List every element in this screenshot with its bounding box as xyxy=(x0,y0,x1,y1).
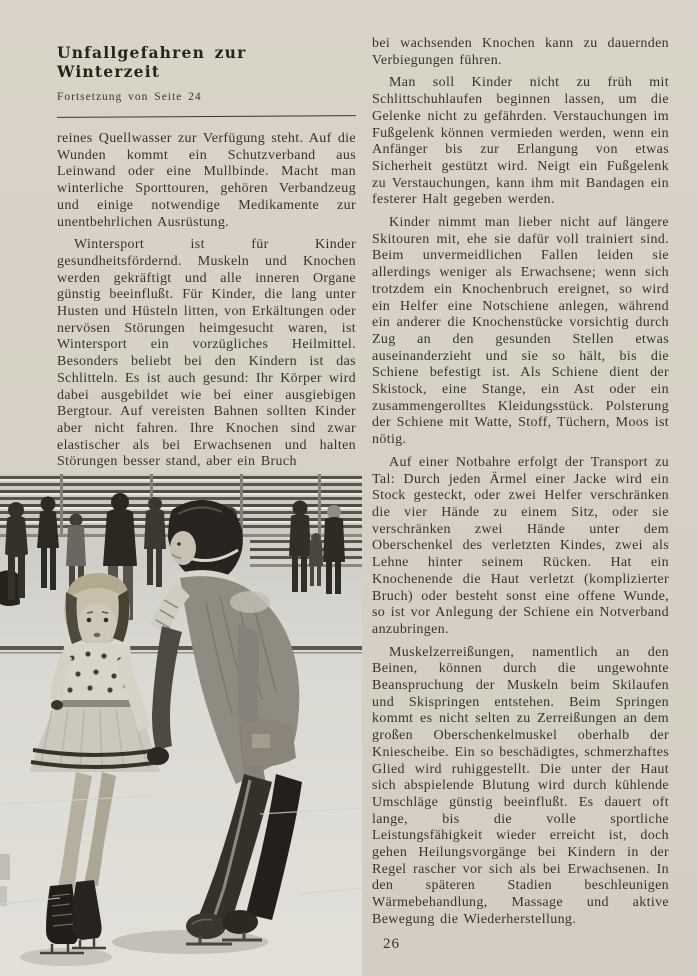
article-subtitle: Fortsetzung von Seite 24 xyxy=(57,91,202,103)
header-rule xyxy=(57,115,356,118)
page-number: 26 xyxy=(383,936,400,952)
ice-skating-photo xyxy=(0,474,362,976)
left-column xyxy=(57,43,356,477)
body-paragraph: Auf einer Notbahre erfolgt der Transport zu Tal: Durch jeden Ärmel einer Jacke wird ein Stock gesteckt, oder zwei Helfer verschränken die vier Hände zu einem Sitz, oder sie verschränken zwei Hände unter dem Oberschenkel des verletzten Kindes, zwei als Lehne hinter seinem Rücken. Hat ein Knochenende die Haut verletzt (komplizierter Bruch) oder besteht sonst eine offene Wunde, so ist vor Anlegung der Schiene ein Notverband anzubringen. xyxy=(372,454,669,637)
article-title: Unfallgefahren zur Winterzeit xyxy=(57,43,247,81)
article-header xyxy=(57,43,356,117)
ice-skating-photo-graphic xyxy=(0,474,362,976)
body-paragraph: bei wachsenden Knochen kann zu dauernden Verbiegungen führen. xyxy=(372,36,669,68)
rink-railing xyxy=(0,646,362,650)
body-paragraph: Kinder nimmt man lieber nicht auf längere Skitouren mit, ehe sie dafür voll trainiert sind. Beim unvermeidlichen Fallen leiden sie allerdings weniger als Erwachsene; wenn sich trotzdem ein Knochenbruch ereignet, so wird ein Helfer eine Notschiene anlegen, während ein anderer die Knochenstücke vorsichtig durch Zug an den gesunden Stellen etwas auseinanderzieht und sie so hält, bis die Schiene befestigt ist. Als Schiene dient der Skistock, eine Stange, ein Ast oder ein zusammengerolltes Kleidungsstück. Polsterung der Schiene mit Watte, Stoff, Tüchern, Moos ist nötig. xyxy=(372,215,669,448)
body-paragraph: Muskelzerreißungen, namentlich an den Beinen, können durch die ungewohnte Beanspruchung der Muskeln beim Skilaufen und Skispringen entstehen. Beim Springen kommt es nicht selten zu Zerreißungen an dem großen Oberschenkelmuskel oberhalb der Kniescheibe. Ein so beschädigtes, schmerzhaftes Glied wird ruhiggestellt. Die unter der Haut sich abspielende Blutung wird durch kühlende Umschläge günstig beeinflußt. Es dauert oft lange, bis die volle sportliche Leistungsfähigkeit wieder erreicht ist, doch gehen Heilungsvorgänge bei Kindern in der Regel rascher vor sich als bei Erwachsenen. In den späteren Stadien beschleunigen Wärmebehandlung, Massage und aktive Bewegung die Wiederherstellung. xyxy=(372,644,669,927)
body-paragraph: Wintersport ist für Kinder gesundheitsfördernd. Muskeln und Knochen werden gekräftigt und alle inneren Organe günstig beeinflußt. Für Kinder, die lang unter Husten und Hüsteln litten, von Erkältungen oder nervösen Störungen heimgesucht waren, ist Wintersport ein vorzügliches Heilmittel. Besonders beliebt bei den Kindern ist das Schlitteln. Es ist auch gesund: Ihr Körper wird dabei ausgebildet wie bei einer ausgiebigen Bergtour. Auf vereisten Bahnen sollten Kinder aber nicht fahren. Ihre Knochen sind zwar elastischer als bei Erwachsenen und halten Störungen besser stand, aber ein Bruch xyxy=(57,237,356,470)
body-paragraph: Man soll Kinder nicht zu früh mit Schlittschuhlaufen beginnen lassen, um die Gelenke nicht zu gefährden. Verstauchungen im Fußgelenk können vermieden werden, wenn ein Anfänger bis zur Erlangung von etwas Sicherheit gestützt wird. Neigt ein Fußgelenk zu Verstauchungen, kann ihm mit Bandagen ein festerer Halt gegeben werden. xyxy=(372,75,669,208)
right-column xyxy=(372,36,669,935)
body-paragraph: reines Quellwasser zur Verfügung steht. Auf die Wunden kommt ein Schutzverband aus Leinwand oder eine Mullbinde. Macht man winterliche Sporttouren, gehören Verbandzeug und einige notwendige Medikamente zur unentbehrlichen Ausrüstung. xyxy=(57,131,356,230)
